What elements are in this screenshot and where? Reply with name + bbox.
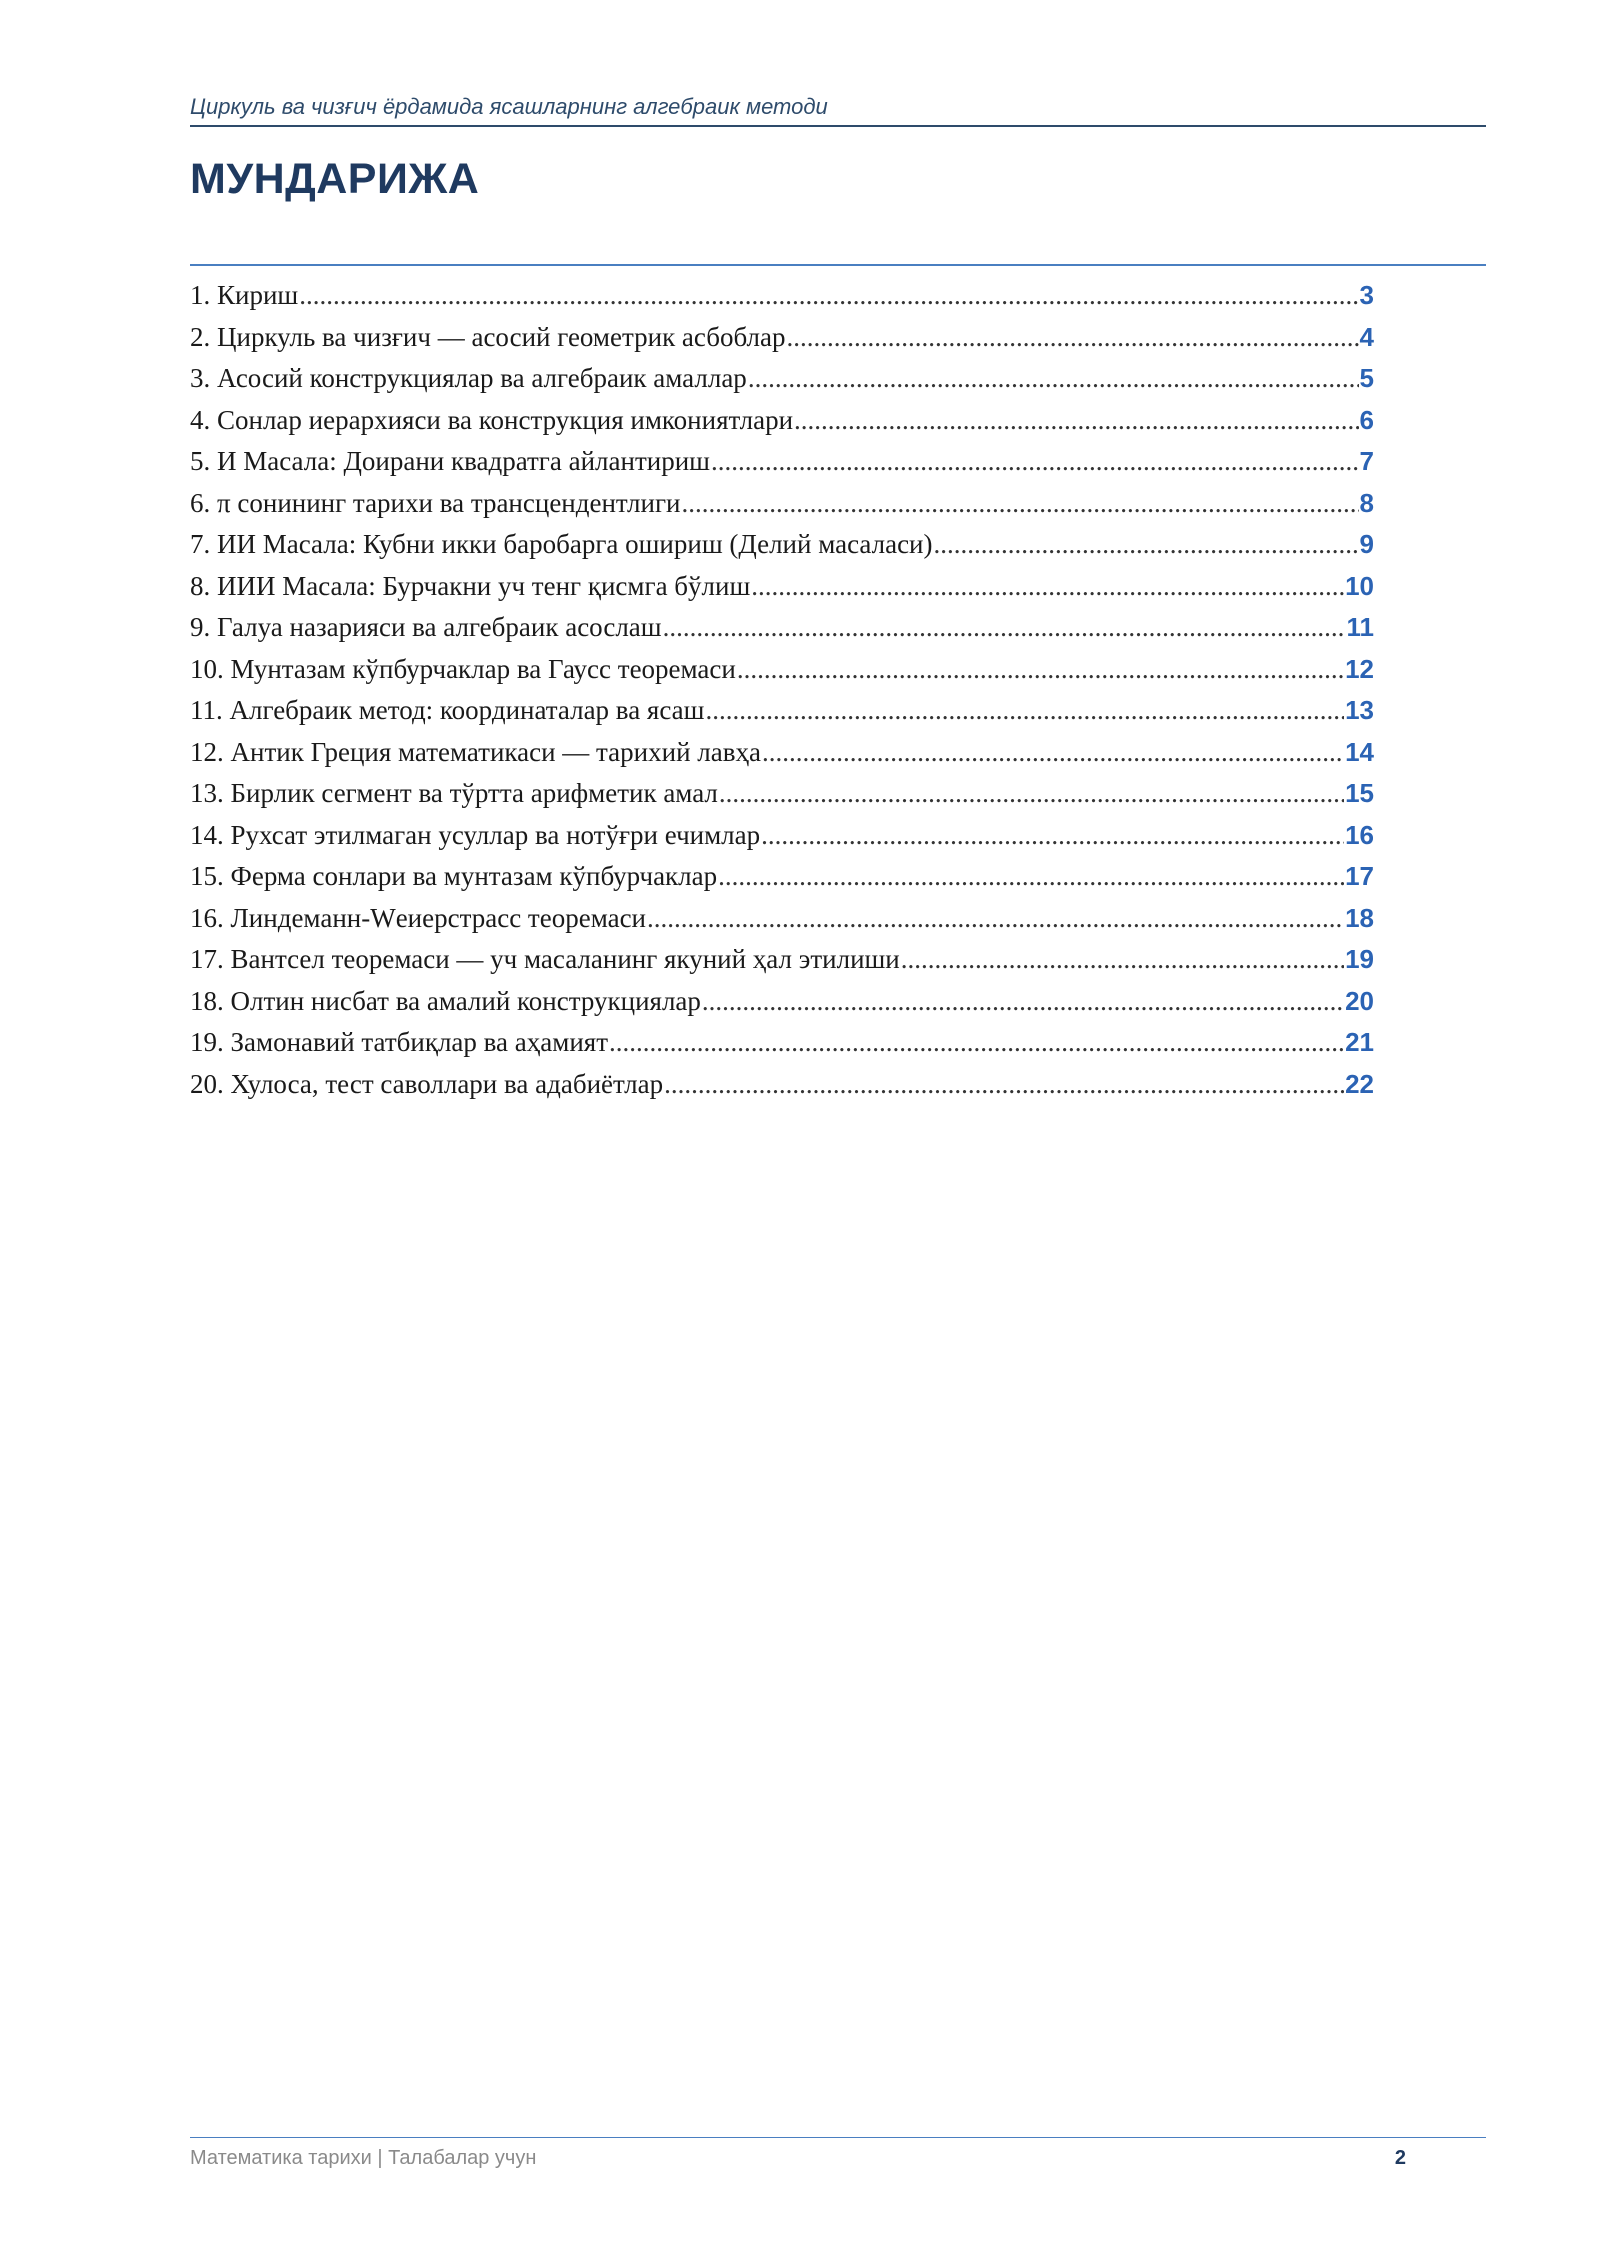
toc-entry-text: 17. Вантсел теоремаси — уч масаланинг якуний ҳал этилиши	[190, 944, 900, 974]
toc-entry-text: 15. Ферма сонлари ва мунтазам кўпбурчаклар	[190, 861, 718, 891]
dot-leader	[762, 732, 1344, 774]
toc-entry-text: 12. Антик Греция математикаси — тарихий лавҳа	[190, 736, 761, 767]
toc-entry-text: 3. Асосий конструкциялар ва алгебраик амаллар	[190, 363, 747, 393]
dot-leader	[711, 441, 1359, 483]
toc-entry-text: 5. И Масала: Доирани квадратга айлантириш	[190, 446, 710, 476]
toc-entry[interactable]	[190, 441, 1374, 483]
toc-entry-text: 18. Олтин нисбат ва амалий конструкциялар	[190, 985, 701, 1016]
dot-leader	[751, 566, 1344, 608]
toc-page-link[interactable]: 9	[1359, 529, 1374, 559]
toc-entry[interactable]	[190, 275, 1374, 317]
toc-entry-text: 10. Мунтазам кўпбурчаклар ва Гаусс теоремаси	[190, 653, 736, 684]
toc-entry[interactable]	[190, 483, 1374, 525]
toc-page-link[interactable]: 16	[1345, 819, 1374, 850]
dot-leader	[702, 981, 1344, 1023]
dot-leader	[901, 939, 1344, 981]
toc-page-link[interactable]: 3	[1359, 280, 1374, 310]
toc-entry[interactable]	[190, 856, 1374, 898]
toc-entry[interactable]	[190, 690, 1374, 732]
toc-entry[interactable]	[190, 649, 1374, 691]
toc-entry[interactable]	[190, 1022, 1374, 1064]
toc-page-link[interactable]: 18	[1345, 902, 1374, 933]
toc-entry[interactable]	[190, 400, 1374, 442]
toc-entry-text: 20. Хулоса, тест саволлари ва адабиётлар	[190, 1068, 664, 1099]
toc-entry[interactable]	[190, 358, 1374, 400]
title-rule	[190, 264, 1486, 266]
footer-rule	[190, 2137, 1486, 2138]
toc-entry-text: 13. Бирлик сегмент ва тўртта арифметик амал	[190, 778, 718, 808]
toc-page-link[interactable]: 14	[1345, 736, 1374, 767]
toc-entry[interactable]	[190, 607, 1374, 649]
dot-leader	[794, 400, 1359, 442]
toc-entry-text: 6. π сонининг тарихи ва трансцендентлиги	[190, 487, 681, 518]
dot-leader	[748, 358, 1359, 400]
toc-entry-text: 16. Линдеманн-Wеиерстрасс теоремаси	[190, 902, 647, 933]
running-header: Циркуль ва чизғич ёрдамида ясашларнинг алгебраик методи	[190, 94, 828, 119]
toc-page-link[interactable]: 20	[1345, 985, 1374, 1016]
toc-entry-text: 11. Алгебраик метод: координаталар ва ясаш	[190, 695, 705, 725]
toc-page-link[interactable]: 22	[1345, 1068, 1374, 1099]
toc-page-link[interactable]: 5	[1359, 363, 1374, 393]
dot-leader	[934, 524, 1359, 566]
header-rule	[190, 125, 1486, 127]
toc-page-link[interactable]: 7	[1359, 446, 1374, 476]
toc-entry[interactable]	[190, 815, 1374, 857]
toc-entry-text: 1. Кириш	[190, 280, 299, 310]
toc-entry-text: 7. ИИ Масала: Кубни икки баробарга ошириш (Делий масаласи)	[190, 529, 933, 559]
dot-leader	[647, 898, 1344, 940]
toc-page-link[interactable]: 19	[1345, 944, 1374, 974]
toc-entry-text: 19. Замонавий татбиқлар ва аҳамият	[190, 1027, 608, 1057]
dot-leader	[664, 1064, 1344, 1106]
toc-entry-text: 2. Циркуль ва чизғич — асосий геометрик асбоблар	[190, 321, 786, 352]
dot-leader	[787, 317, 1359, 359]
toc-entry[interactable]	[190, 773, 1374, 815]
toc-entry[interactable]	[190, 1064, 1374, 1106]
toc-entry-text: 14. Рухсат этилмаган усуллар ва нотўғри ечимлар	[190, 819, 761, 850]
toc-page-link[interactable]: 12	[1345, 653, 1374, 684]
toc-page-link[interactable]: 4	[1359, 321, 1374, 352]
toc-page-link[interactable]: 21	[1345, 1027, 1374, 1057]
toc-entry-text: 9. Галуа назарияси ва алгебраик асослаш	[190, 612, 662, 642]
toc-page-link[interactable]: 10	[1345, 570, 1374, 601]
footer-text: Математика тарихи | Талабалар учун	[190, 2147, 537, 2169]
dot-leader	[299, 275, 1358, 317]
toc-page-link[interactable]: 8	[1359, 487, 1374, 518]
toc-page-link[interactable]: 17	[1345, 861, 1374, 891]
dot-leader	[737, 649, 1344, 691]
toc-entry[interactable]	[190, 898, 1374, 940]
toc-entry[interactable]	[190, 317, 1374, 359]
toc-list	[190, 275, 1374, 1105]
toc-page-link[interactable]: 11	[1346, 612, 1374, 642]
toc-entry-text: 4. Сонлар иерархияси ва конструкция имкониятлари	[190, 404, 794, 435]
toc-entry[interactable]	[190, 732, 1374, 774]
toc-entry[interactable]	[190, 566, 1374, 608]
toc-entry[interactable]	[190, 524, 1374, 566]
dot-leader	[609, 1022, 1344, 1064]
dot-leader	[761, 815, 1344, 857]
dot-leader	[719, 773, 1344, 815]
toc-title: МУНДАРИЖА	[190, 155, 480, 203]
footer-page-number: 2	[1394, 2147, 1406, 2169]
toc-entry[interactable]	[190, 981, 1374, 1023]
toc-page-link[interactable]: 13	[1345, 695, 1374, 725]
toc-page-link[interactable]: 15	[1345, 778, 1374, 808]
toc-entry[interactable]	[190, 939, 1374, 981]
dot-leader	[705, 690, 1344, 732]
toc-page-link[interactable]: 6	[1359, 404, 1374, 435]
toc-entry-text: 8. ИИИ Масала: Бурчакни уч тенг қисмга бўлиш	[190, 570, 751, 601]
dot-leader	[682, 483, 1359, 525]
dot-leader	[718, 856, 1344, 898]
dot-leader	[663, 607, 1346, 649]
